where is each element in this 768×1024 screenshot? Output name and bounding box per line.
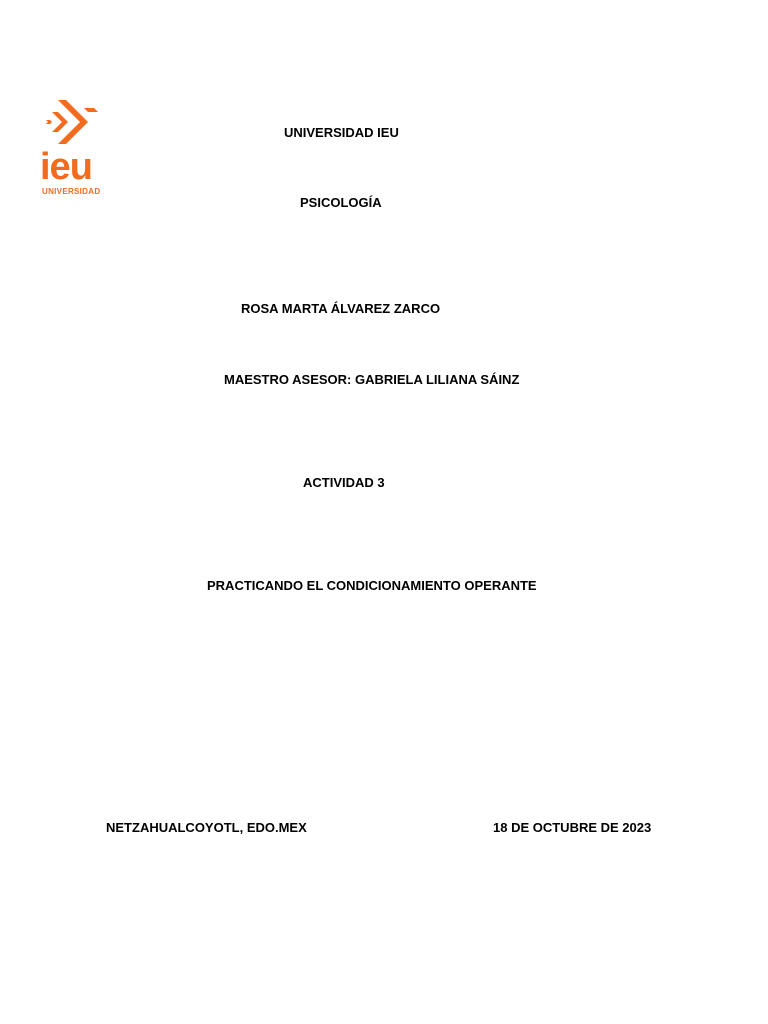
date: 18 DE OCTUBRE DE 2023: [493, 820, 652, 835]
student-name: ROSA MARTA ÁLVAREZ ZARCO: [241, 301, 441, 316]
location: NETZAHUALCOYOTL, EDO.MEX: [106, 820, 307, 835]
university-name: UNIVERSIDAD IEU: [284, 125, 399, 140]
chevron-arrow-icon: [38, 98, 102, 148]
document-title: PRACTICANDO EL CONDICIONAMIENTO OPERANTE: [207, 578, 537, 593]
logo-subtitle: UNIVERSIDAD: [42, 187, 101, 196]
activity-label: ACTIVIDAD 3: [303, 475, 385, 490]
logo-wordmark: ieu: [40, 146, 92, 188]
advisor-name: MAESTRO ASESOR: GABRIELA LILIANA SÁINZ: [224, 372, 520, 387]
program-name: PSICOLOGÍA: [300, 195, 382, 210]
ieu-logo: [38, 98, 114, 200]
